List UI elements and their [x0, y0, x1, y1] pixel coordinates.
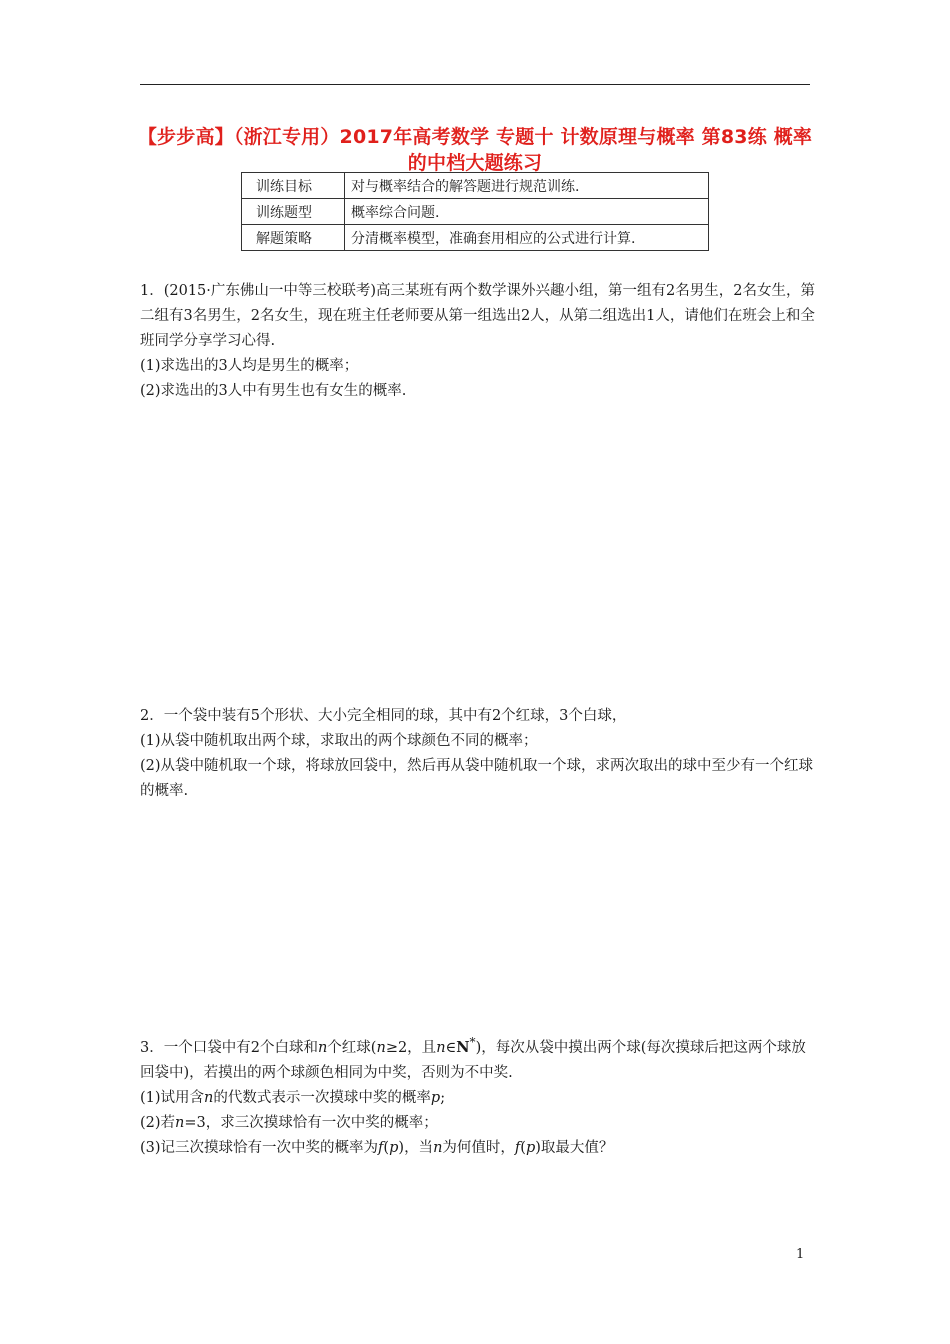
table-value: 分清概率模型，准确套用相应的公式进行计算. [345, 225, 709, 251]
table-value: 概率综合问题. [345, 199, 709, 225]
question-2 [140, 704, 820, 804]
question-3-part-3: (3)记三次摸球恰有一次中奖的概率为f(p)，当n为何值时，f(p)取最大值？ [140, 1139, 614, 1156]
header-rule [140, 84, 810, 85]
question-3 [140, 1030, 820, 1161]
question-3-part-2: (2)若n=3，求三次摸球恰有一次中奖的概率； [140, 1114, 438, 1131]
goals-table [241, 172, 709, 251]
question-1 [140, 279, 820, 404]
question-1-part-2: (2)求选出的3人中有男生也有女生的概率. [140, 383, 407, 399]
question-3-part-1: (1)试用含n的代数式表示一次摸球中奖的概率p; [140, 1089, 446, 1106]
table-row [242, 225, 709, 251]
table-key: 解题策略 [242, 225, 345, 251]
question-2-part-1: (1)从袋中随机取出两个球，求取出的两个球颜色不同的概率； [140, 733, 538, 749]
table-value: 对与概率结合的解答题进行规范训练. [345, 173, 709, 199]
table-row [242, 199, 709, 225]
question-1-part-1: (1)求选出的3人均是男生的概率； [140, 358, 359, 374]
page-number: 1 [796, 1247, 805, 1262]
page-title: 【步步高】（浙江专用）2017年高考数学 专题十 计数原理与概率 第83练 概率的中档大题练习 [137, 126, 813, 174]
table-key: 训练目标 [242, 173, 345, 199]
question-2-stem: 2．一个袋中装有5个形状、大小完全相同的球，其中有2个红球，3个白球， [140, 708, 627, 724]
table-key: 训练题型 [242, 199, 345, 225]
table-row [242, 173, 709, 199]
question-2-part-2: (2)从袋中随机取一个球，将球放回袋中，然后再从袋中随机取一个球，求两次取出的球中至少有一个红球的概率. [140, 758, 814, 799]
question-1-stem: 1．(2015·广东佛山一中等三校联考)高三某班有两个数学课外兴趣小组，第一组有2名男生，2名女生，第二组有3名男生，2名女生，现在班主任老师要从第一组选出2人，从第二组选出1人，请他们在班会上和全班同学分享学习心得. [140, 283, 815, 349]
question-3-stem: 3．一个口袋中有2个白球和n个红球(n≥2，且n∈N*)，每次从袋中摸出两个球(每次摸球后把这两个球放回袋中)，若摸出的两个球颜色相同为中奖，否则为不中奖. [140, 1035, 806, 1081]
